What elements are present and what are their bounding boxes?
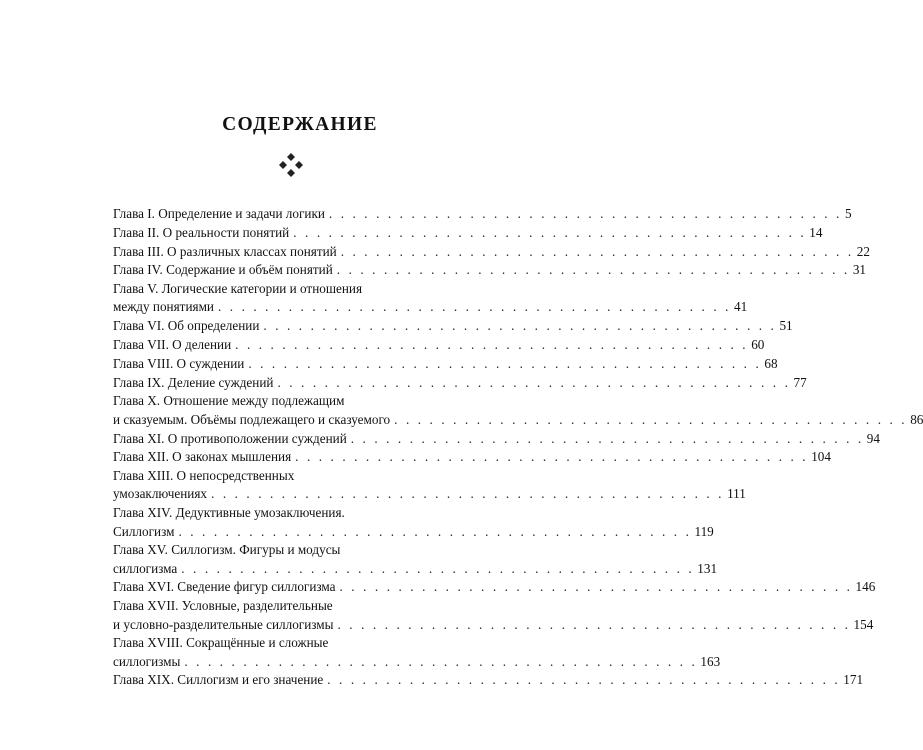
toc-entry bbox=[113, 448, 831, 466]
dot-leader: . . . . . . . . . . . . . . . . . . . . . . . . . . . . . . . . . . . . . . . . . . . . bbox=[336, 262, 850, 278]
chapter-title: Глава XVII. Условные, разделительные bbox=[113, 598, 333, 614]
chapter-title: Глава XIII. О непосредственных bbox=[113, 468, 295, 484]
toc-entry-line bbox=[113, 298, 748, 316]
chapter-title: Глава XV. Силлогизм. Фигуры и модусы bbox=[113, 542, 341, 558]
dot-leader: . . . . . . . . . . . . . . . . . . . . . . . . . . . . . . . . . . . . . . . . . . . . bbox=[184, 653, 698, 669]
toc-entry bbox=[113, 243, 870, 261]
toc-entry bbox=[113, 541, 718, 578]
toc-entry-line bbox=[113, 224, 823, 242]
table-of-contents bbox=[113, 205, 923, 690]
toc-entry bbox=[113, 374, 807, 392]
chapter-title: Глава X. Отношение между подлежащим bbox=[113, 393, 345, 409]
chapter-title: Силлогизм bbox=[113, 523, 175, 539]
chapter-title: Глава XVIII. Сокращённые и сложные bbox=[113, 635, 329, 651]
chapter-title: Глава IV. Содержание и объём понятий bbox=[113, 262, 333, 278]
dot-leader: . . . . . . . . . . . . . . . . . . . . . . . . . . . . . . . . . . . . . . . . . . . . bbox=[235, 337, 749, 353]
page-number: 94 bbox=[866, 430, 880, 446]
chapter-title: Глава XVI. Сведение фигур силлогизма bbox=[113, 579, 336, 595]
chapter-title: Глава XII. О законах мышления bbox=[113, 449, 292, 465]
chapter-title: Глава V. Логические категории и отношения bbox=[113, 281, 363, 297]
four-diamond-fleuron-icon bbox=[278, 152, 304, 178]
chapter-title: и сказуемым. Объёмы подлежащего и сказуемого bbox=[113, 411, 391, 427]
toc-entry-line bbox=[113, 523, 714, 541]
toc-entry bbox=[113, 355, 778, 373]
toc-entry-line bbox=[113, 616, 874, 634]
chapter-title: Глава XIV. Дедуктивные умозаключения. bbox=[113, 505, 345, 521]
toc-entry-line bbox=[113, 653, 721, 671]
toc-entry-line bbox=[113, 448, 831, 466]
toc-entry bbox=[113, 467, 746, 504]
page-number: 104 bbox=[811, 449, 831, 465]
chapter-title: Глава XIX. Силлогизм и его значение bbox=[113, 672, 324, 688]
chapter-title: умозаключениях bbox=[113, 486, 208, 502]
dot-leader: . . . . . . . . . . . . . . . . . . . . . . . . . . . . . . . . . . . . . . . . . . . . bbox=[293, 224, 807, 240]
toc-entry bbox=[113, 430, 880, 448]
chapter-title: Глава VII. О делении bbox=[113, 337, 232, 353]
page-number: 119 bbox=[694, 523, 714, 539]
page-number: 31 bbox=[852, 262, 866, 278]
dot-leader: . . . . . . . . . . . . . . . . . . . . . . . . . . . . . . . . . . . . . . . . . . . . bbox=[217, 299, 732, 315]
page-number: 154 bbox=[853, 616, 874, 632]
dot-leader: . . . . . . . . . . . . . . . . . . . . . . . . . . . . . . . . . . . . . . . . . . . . bbox=[277, 374, 791, 390]
toc-entry bbox=[113, 597, 874, 634]
toc-entry-line bbox=[113, 430, 880, 448]
page-number: 51 bbox=[779, 318, 793, 334]
page-number: 77 bbox=[793, 374, 807, 390]
chapter-title: Глава IX. Деление суждений bbox=[113, 374, 274, 390]
page-number: 146 bbox=[855, 579, 876, 595]
page-number: 5 bbox=[844, 206, 852, 221]
toc-entry-line bbox=[113, 392, 466, 410]
page-number: 41 bbox=[734, 299, 748, 315]
page-number: 131 bbox=[697, 560, 718, 576]
toc-entry bbox=[113, 205, 852, 223]
page-title: СОДЕРЖАНИЕ bbox=[222, 114, 378, 135]
dot-leader: . . . . . . . . . . . . . . . . . . . . . . . . . . . . . . . . . . . . . . . . . . . . bbox=[181, 560, 695, 576]
toc-entry-line bbox=[113, 243, 870, 261]
chapter-title: Глава VI. Об определении bbox=[113, 318, 260, 334]
toc-entry-line bbox=[113, 578, 876, 596]
toc-entry-line bbox=[113, 317, 793, 335]
chapter-title: Глава XI. О противоположении суждений bbox=[113, 430, 347, 446]
page-number: 171 bbox=[843, 672, 864, 688]
toc-entry bbox=[113, 261, 866, 279]
dot-leader: . . . . . . . . . . . . . . . . . . . . . . . . . . . . . . . . . . . . . . . . . . . . bbox=[327, 672, 841, 688]
chapter-title: силлогизмы bbox=[113, 653, 181, 669]
toc-entry-line bbox=[113, 634, 466, 652]
toc-entry bbox=[113, 336, 765, 354]
dot-leader: . . . . . . . . . . . . . . . . . . . . . . . . . . . . . . . . . . . . . . . . . . . . bbox=[350, 430, 864, 446]
dot-leader: . . . . . . . . . . . . . . . . . . . . . . . . . . . . . . . . . . . . . . . . . . . . bbox=[211, 486, 725, 502]
toc-entry bbox=[113, 224, 823, 242]
page-number: 68 bbox=[764, 355, 778, 371]
toc-entry-line bbox=[113, 205, 852, 223]
dot-leader: . . . . . . . . . . . . . . . . . . . . . . . . . . . . . . . . . . . . . . . . . . . . bbox=[295, 449, 809, 465]
toc-entry bbox=[113, 392, 923, 429]
toc-entry-line bbox=[113, 597, 466, 615]
toc-entry bbox=[113, 280, 748, 317]
page-number: 14 bbox=[809, 224, 823, 240]
dot-leader: . . . . . . . . . . . . . . . . . . . . . . . . . . . . . . . . . . . . . . . . . . . . bbox=[328, 206, 842, 221]
toc-entry-line bbox=[113, 541, 466, 559]
toc-entry-line bbox=[113, 560, 718, 578]
page-number: 86 bbox=[910, 411, 923, 427]
toc-entry-line bbox=[113, 261, 866, 279]
toc-entry bbox=[113, 671, 864, 689]
dot-leader: . . . . . . . . . . . . . . . . . . . . . . . . . . . . . . . . . . . . . . . . . . . . bbox=[337, 616, 851, 632]
toc-entry-line bbox=[113, 671, 864, 689]
chapter-title: между понятиями bbox=[113, 299, 214, 315]
toc-entry-line bbox=[113, 504, 466, 522]
page-number: 163 bbox=[700, 653, 721, 669]
chapter-title: и условно-разделительные силлогизмы bbox=[113, 616, 334, 632]
dot-leader: . . . . . . . . . . . . . . . . . . . . . . . . . . . . . . . . . . . . . . . . . . . . bbox=[394, 411, 908, 427]
chapter-title: силлогизма bbox=[113, 560, 178, 576]
toc-entry bbox=[113, 578, 876, 596]
toc-entry-line bbox=[113, 374, 807, 392]
page-number: 60 bbox=[751, 337, 765, 353]
toc-entry-line bbox=[113, 336, 765, 354]
chapter-title: Глава VIII. О суждении bbox=[113, 355, 245, 371]
page-number: 111 bbox=[727, 486, 746, 502]
toc-entry bbox=[113, 634, 721, 671]
dot-leader: . . . . . . . . . . . . . . . . . . . . . . . . . . . . . . . . . . . . . . . . . . . . bbox=[340, 243, 854, 259]
dot-leader: . . . . . . . . . . . . . . . . . . . . . . . . . . . . . . . . . . . . . . . . . . . . bbox=[248, 355, 762, 371]
toc-entry-line bbox=[113, 355, 778, 373]
toc-entry-line bbox=[113, 467, 466, 485]
chapter-title: Глава I. Определение и задачи логики bbox=[113, 206, 325, 221]
dot-leader: . . . . . . . . . . . . . . . . . . . . . . . . . . . . . . . . . . . . . . . . . . . . bbox=[263, 318, 777, 334]
toc-entry-line bbox=[113, 485, 746, 503]
chapter-title: Глава III. О различных классах понятий bbox=[113, 243, 337, 259]
dot-leader: . . . . . . . . . . . . . . . . . . . . . . . . . . . . . . . . . . . . . . . . . . . . bbox=[178, 523, 692, 539]
toc-entry-line bbox=[113, 411, 923, 429]
chapter-title: Глава II. О реальности понятий bbox=[113, 224, 290, 240]
toc-entry bbox=[113, 504, 714, 541]
toc-entry bbox=[113, 317, 793, 335]
toc-entry-line bbox=[113, 280, 466, 298]
dot-leader: . . . . . . . . . . . . . . . . . . . . . . . . . . . . . . . . . . . . . . . . . . . . bbox=[339, 579, 853, 595]
page-number: 22 bbox=[856, 243, 870, 259]
